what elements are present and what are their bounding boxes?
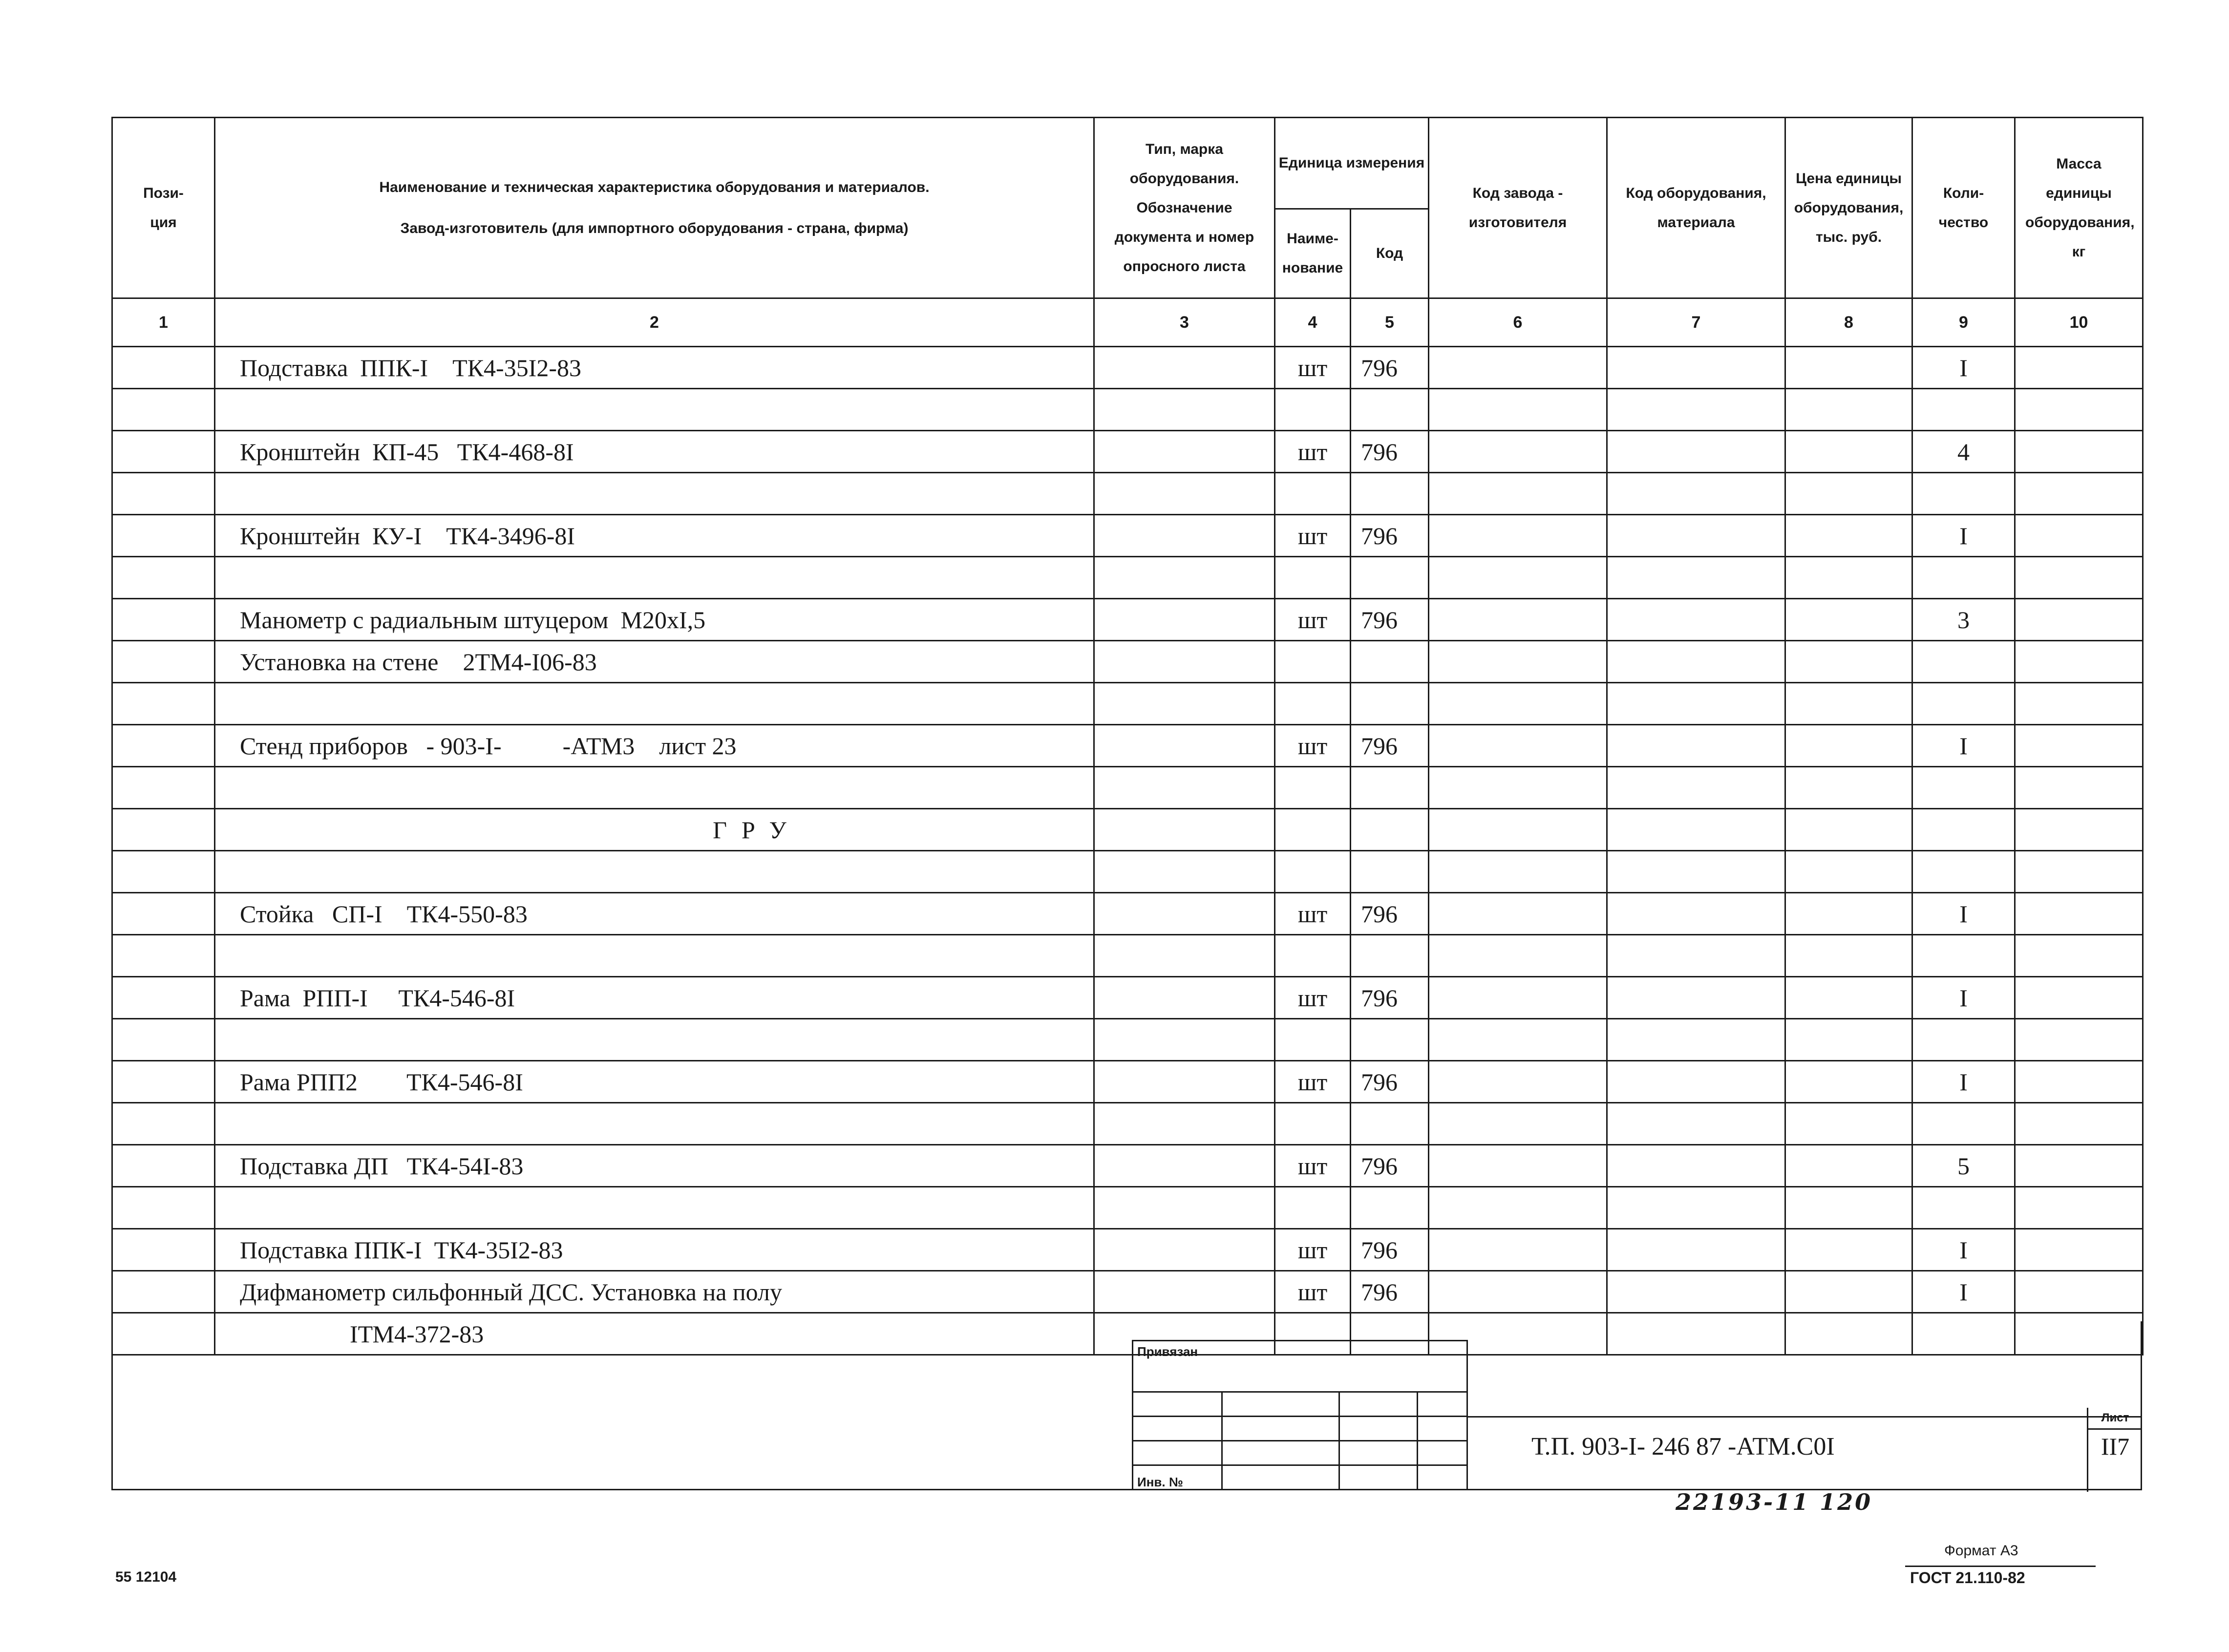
cell-type xyxy=(1094,557,1275,599)
cell-unit: шт xyxy=(1275,893,1351,935)
cell-eqcode xyxy=(1607,767,1785,809)
sheet-number: II7 xyxy=(2101,1433,2130,1460)
cell-unit: шт xyxy=(1275,599,1351,641)
cell-pos xyxy=(112,851,215,893)
cell-type xyxy=(1094,431,1275,473)
cell-name xyxy=(215,767,1094,809)
cell-eqcode xyxy=(1607,1145,1785,1187)
cell-mass xyxy=(2015,1187,2143,1229)
cell-eqcode xyxy=(1607,641,1785,683)
cell-plant xyxy=(1429,851,1607,893)
column-number: 6 xyxy=(1429,298,1607,347)
cell-name xyxy=(215,389,1094,431)
cell-plant xyxy=(1429,1229,1607,1271)
cell-type xyxy=(1094,977,1275,1019)
cell-price xyxy=(1785,809,1912,851)
cell-plant xyxy=(1429,1271,1607,1313)
cell-qty xyxy=(1912,851,2015,893)
cell-pos xyxy=(112,557,215,599)
cell-qty xyxy=(1912,389,2015,431)
cell-code xyxy=(1351,1019,1429,1061)
cell-plant xyxy=(1429,893,1607,935)
cell-pos xyxy=(112,473,215,515)
cell-pos xyxy=(112,725,215,767)
cell-price xyxy=(1785,599,1912,641)
column-number: 7 xyxy=(1607,298,1785,347)
cell-price xyxy=(1785,977,1912,1019)
header-name-line2: Завод-изготовитель (для импортного оборудования - страна, фирма) xyxy=(400,220,909,236)
cell-type xyxy=(1094,1229,1275,1271)
cell-mass xyxy=(2015,1103,2143,1145)
cell-mass xyxy=(2015,1271,2143,1313)
cell-qty xyxy=(1912,1187,2015,1229)
cell-plant xyxy=(1429,641,1607,683)
cell-pos xyxy=(112,347,215,389)
cell-eqcode xyxy=(1607,1103,1785,1145)
header-price: Цена единицы оборудования, тыс. руб. xyxy=(1785,118,1912,298)
cell-plant xyxy=(1429,1145,1607,1187)
cell-price xyxy=(1785,515,1912,557)
cell-plant xyxy=(1429,1019,1607,1061)
column-number: 2 xyxy=(215,298,1094,347)
cell-plant xyxy=(1429,347,1607,389)
title-block xyxy=(1468,1411,2142,1492)
cell-mass xyxy=(2015,1229,2143,1271)
cell-mass xyxy=(2015,893,2143,935)
cell-unit xyxy=(1275,767,1351,809)
header-plant-code: Код завода - изготовителя xyxy=(1429,118,1607,298)
cell-mass xyxy=(2015,851,2143,893)
archive-code: 55 12104 xyxy=(115,1569,177,1585)
cell-qty: 5 xyxy=(1912,1145,2015,1187)
cell-mass xyxy=(2015,1061,2143,1103)
cell-eqcode xyxy=(1607,1271,1785,1313)
cell-pos xyxy=(112,767,215,809)
column-number: 1 xyxy=(112,298,215,347)
cell-unit: шт xyxy=(1275,977,1351,1019)
table-row xyxy=(112,1061,2143,1103)
cell-unit xyxy=(1275,389,1351,431)
cell-code: 796 xyxy=(1351,893,1429,935)
cell-qty: I xyxy=(1912,1271,2015,1313)
cell-mass xyxy=(2015,977,2143,1019)
cell-unit: шт xyxy=(1275,725,1351,767)
cell-code xyxy=(1351,1187,1429,1229)
cell-name: Рама РПП2 ТК4-546-8I xyxy=(215,1061,1094,1103)
table-row xyxy=(112,893,2143,935)
cell-name xyxy=(215,851,1094,893)
cell-pos xyxy=(112,1103,215,1145)
cell-type xyxy=(1094,347,1275,389)
inventory-number-label: Инв. № xyxy=(1137,1475,1183,1489)
cell-eqcode xyxy=(1607,599,1785,641)
table-row xyxy=(112,1229,2143,1271)
cell-plant xyxy=(1429,725,1607,767)
cell-mass xyxy=(2015,767,2143,809)
cell-type xyxy=(1094,641,1275,683)
cell-qty xyxy=(1912,683,2015,725)
cell-name xyxy=(215,1019,1094,1061)
cell-code: 796 xyxy=(1351,515,1429,557)
cell-type xyxy=(1094,1061,1275,1103)
cell-qty: 3 xyxy=(1912,599,2015,641)
cell-pos xyxy=(112,1061,215,1103)
cell-eqcode xyxy=(1607,935,1785,977)
cell-pos xyxy=(112,1229,215,1271)
cell-pos xyxy=(112,431,215,473)
cell-type xyxy=(1094,1103,1275,1145)
column-number: 10 xyxy=(2015,298,2143,347)
table-row xyxy=(112,347,2143,389)
cell-code: 796 xyxy=(1351,1145,1429,1187)
cell-price xyxy=(1785,1271,1912,1313)
cell-pos xyxy=(112,1271,215,1313)
cell-type xyxy=(1094,1019,1275,1061)
cell-pos xyxy=(112,809,215,851)
cell-code: 796 xyxy=(1351,1061,1429,1103)
document-code: Т.П. 903-I- 246 87 -АТМ.С0I xyxy=(1531,1433,1835,1461)
cell-code: 796 xyxy=(1351,599,1429,641)
table-row xyxy=(112,389,2143,431)
cell-code: 796 xyxy=(1351,1229,1429,1271)
cell-pos xyxy=(112,1145,215,1187)
cell-price xyxy=(1785,473,1912,515)
cell-pos xyxy=(112,1187,215,1229)
cell-code: 796 xyxy=(1351,347,1429,389)
cell-qty: I xyxy=(1912,893,2015,935)
cell-code xyxy=(1351,683,1429,725)
cell-unit xyxy=(1275,683,1351,725)
table-row xyxy=(112,1103,2143,1145)
cell-price xyxy=(1785,725,1912,767)
cell-price xyxy=(1785,893,1912,935)
table-row xyxy=(112,431,2143,473)
cell-name xyxy=(215,1103,1094,1145)
cell-name: Стойка СП-I ТК4-550-83 xyxy=(215,893,1094,935)
cell-mass xyxy=(2015,1019,2143,1061)
cell-price xyxy=(1785,431,1912,473)
cell-name: Кронштейн КУ-I ТК4-3496-8I xyxy=(215,515,1094,557)
cell-plant xyxy=(1429,683,1607,725)
cell-type xyxy=(1094,599,1275,641)
cell-type xyxy=(1094,515,1275,557)
header-equipment-code: Код оборудования, материала xyxy=(1607,118,1785,298)
sheet-box xyxy=(2087,1408,2142,1492)
cell-code xyxy=(1351,641,1429,683)
cell-pos xyxy=(112,935,215,977)
cell-name: IТМ4-372-83 xyxy=(215,1313,1094,1355)
cell-type xyxy=(1094,851,1275,893)
cell-name xyxy=(215,935,1094,977)
cell-unit xyxy=(1275,473,1351,515)
cell-mass xyxy=(2015,431,2143,473)
cell-price xyxy=(1785,935,1912,977)
cell-unit xyxy=(1275,557,1351,599)
cell-mass xyxy=(2015,347,2143,389)
cell-plant xyxy=(1429,557,1607,599)
cell-price xyxy=(1785,1145,1912,1187)
cell-mass xyxy=(2015,683,2143,725)
cell-name: Манометр с радиальным штуцером М20хI,5 xyxy=(215,599,1094,641)
cell-mass xyxy=(2015,389,2143,431)
cell-qty xyxy=(1912,557,2015,599)
paper-format: Формат А3 xyxy=(1944,1543,2018,1559)
cell-qty xyxy=(1912,809,2015,851)
header-unit-name: Наиме-нование xyxy=(1275,209,1351,298)
cell-code xyxy=(1351,935,1429,977)
header-position: Пози- ция xyxy=(112,118,215,298)
cell-price xyxy=(1785,851,1912,893)
cell-qty: I xyxy=(1912,347,2015,389)
cell-name xyxy=(215,557,1094,599)
footer-rule xyxy=(1905,1566,2096,1567)
cell-pos xyxy=(112,641,215,683)
cell-name: ГРУ xyxy=(215,809,1094,851)
cell-qty: I xyxy=(1912,515,2015,557)
cell-mass xyxy=(2015,1145,2143,1187)
cell-unit: шт xyxy=(1275,1271,1351,1313)
cell-type xyxy=(1094,473,1275,515)
cell-qty xyxy=(1912,473,2015,515)
column-numbers-row xyxy=(112,298,2143,347)
cell-unit xyxy=(1275,641,1351,683)
cell-code: 796 xyxy=(1351,1271,1429,1313)
cell-name: Дифманометр сильфонный ДСС. Установка на полу xyxy=(215,1271,1094,1313)
cell-unit xyxy=(1275,851,1351,893)
cell-eqcode xyxy=(1607,851,1785,893)
table-row xyxy=(112,977,2143,1019)
cell-name xyxy=(215,683,1094,725)
cell-qty: I xyxy=(1912,1061,2015,1103)
cell-qty xyxy=(1912,935,2015,977)
cell-price xyxy=(1785,1187,1912,1229)
spec-sheet xyxy=(111,117,2142,1490)
cell-name: Подставка ППК-I ТК4-35I2-83 xyxy=(215,1229,1094,1271)
table-row xyxy=(112,473,2143,515)
cell-eqcode xyxy=(1607,1019,1785,1061)
table-row xyxy=(112,725,2143,767)
table-row xyxy=(112,515,2143,557)
cell-plant xyxy=(1429,977,1607,1019)
cell-mass xyxy=(2015,557,2143,599)
header-unit: Единица измерения xyxy=(1275,118,1429,209)
header-quantity: Коли-чество xyxy=(1912,118,2015,298)
header-type: Тип, марка оборудования. Обозначение документа и номер опросного листа xyxy=(1094,118,1275,298)
cell-price xyxy=(1785,1019,1912,1061)
column-number: 5 xyxy=(1351,298,1429,347)
table-row xyxy=(112,767,2143,809)
cell-type xyxy=(1094,893,1275,935)
cell-price xyxy=(1785,683,1912,725)
cell-mass xyxy=(2015,641,2143,683)
gost-standard: ГОСТ 21.110-82 xyxy=(1910,1569,2025,1587)
cell-name: Установка на стене 2ТМ4-I06-83 xyxy=(215,641,1094,683)
cell-name: Рама РПП-I ТК4-546-8I xyxy=(215,977,1094,1019)
cell-unit xyxy=(1275,809,1351,851)
header-name xyxy=(215,118,1094,298)
column-number: 4 xyxy=(1275,298,1351,347)
cell-price xyxy=(1785,557,1912,599)
cell-type xyxy=(1094,1271,1275,1313)
cell-plant xyxy=(1429,473,1607,515)
column-number: 3 xyxy=(1094,298,1275,347)
cell-qty: 4 xyxy=(1912,431,2015,473)
table-body xyxy=(112,347,2143,1355)
specification-table xyxy=(111,117,2144,1355)
cell-name: Кронштейн КП-45 ТК4-468-8I xyxy=(215,431,1094,473)
cell-price xyxy=(1785,767,1912,809)
cell-plant xyxy=(1429,599,1607,641)
cell-unit: шт xyxy=(1275,1229,1351,1271)
cell-eqcode xyxy=(1607,431,1785,473)
cell-qty xyxy=(1912,641,2015,683)
cell-mass xyxy=(2015,725,2143,767)
cell-mass xyxy=(2015,935,2143,977)
cell-plant xyxy=(1429,809,1607,851)
cell-price xyxy=(1785,389,1912,431)
cell-code xyxy=(1351,389,1429,431)
cell-pos xyxy=(112,515,215,557)
cell-plant xyxy=(1429,935,1607,977)
cell-unit xyxy=(1275,1187,1351,1229)
cell-type xyxy=(1094,767,1275,809)
cell-plant xyxy=(1429,389,1607,431)
table-row xyxy=(112,1187,2143,1229)
cell-price xyxy=(1785,1061,1912,1103)
cell-eqcode xyxy=(1607,515,1785,557)
cell-eqcode xyxy=(1607,893,1785,935)
cell-eqcode xyxy=(1607,1229,1785,1271)
cell-pos xyxy=(112,389,215,431)
cell-eqcode xyxy=(1607,1061,1785,1103)
table-row xyxy=(112,935,2143,977)
cell-type xyxy=(1094,1145,1275,1187)
cell-code xyxy=(1351,809,1429,851)
cell-mass xyxy=(2015,515,2143,557)
cell-mass xyxy=(2015,809,2143,851)
cell-code: 796 xyxy=(1351,977,1429,1019)
cell-qty xyxy=(1912,1019,2015,1061)
cell-price xyxy=(1785,1229,1912,1271)
cell-mass xyxy=(2015,473,2143,515)
cell-price xyxy=(1785,641,1912,683)
cell-code xyxy=(1351,851,1429,893)
cell-qty: I xyxy=(1912,977,2015,1019)
table-row xyxy=(112,599,2143,641)
cell-code: 796 xyxy=(1351,725,1429,767)
table-row xyxy=(112,1271,2143,1313)
header-name-line1: Наименование и техническая характеристика оборудования и материалов. xyxy=(379,179,930,195)
cell-qty: I xyxy=(1912,1229,2015,1271)
cell-name xyxy=(215,1187,1094,1229)
table-row xyxy=(112,641,2143,683)
cell-plant xyxy=(1429,515,1607,557)
sheet-label: Лист xyxy=(2088,1408,2142,1430)
cell-plant xyxy=(1429,431,1607,473)
cell-unit: шт xyxy=(1275,431,1351,473)
cell-qty xyxy=(1912,767,2015,809)
cell-mass xyxy=(2015,599,2143,641)
cell-pos xyxy=(112,599,215,641)
table-row xyxy=(112,683,2143,725)
cell-unit: шт xyxy=(1275,515,1351,557)
table-row xyxy=(112,1145,2143,1187)
cell-name: Подставка ДП ТК4-54I-83 xyxy=(215,1145,1094,1187)
cell-eqcode xyxy=(1607,809,1785,851)
cell-unit xyxy=(1275,935,1351,977)
cell-code xyxy=(1351,767,1429,809)
cell-price xyxy=(1785,1103,1912,1145)
cell-unit: шт xyxy=(1275,1061,1351,1103)
cell-plant xyxy=(1429,767,1607,809)
cell-type xyxy=(1094,935,1275,977)
cell-plant xyxy=(1429,1187,1607,1229)
cell-name: Стенд приборов - 903-I- -АТМ3 лист 23 xyxy=(215,725,1094,767)
cell-eqcode xyxy=(1607,347,1785,389)
header-unit-code: Код xyxy=(1351,209,1429,298)
cell-unit xyxy=(1275,1019,1351,1061)
column-number: 8 xyxy=(1785,298,1912,347)
column-number: 9 xyxy=(1912,298,2015,347)
cell-qty: I xyxy=(1912,725,2015,767)
cell-eqcode xyxy=(1607,557,1785,599)
cell-eqcode xyxy=(1607,389,1785,431)
cell-price xyxy=(1785,347,1912,389)
cell-type xyxy=(1094,809,1275,851)
cell-eqcode xyxy=(1607,977,1785,1019)
cell-type xyxy=(1094,683,1275,725)
cell-qty xyxy=(1912,1103,2015,1145)
stamp-title: Привязан xyxy=(1137,1344,1198,1359)
cell-pos xyxy=(112,683,215,725)
table-row xyxy=(112,809,2143,851)
table-row xyxy=(112,557,2143,599)
header-mass: Масса единицы оборудования, кг xyxy=(2015,118,2143,298)
cell-code: 796 xyxy=(1351,431,1429,473)
cell-eqcode xyxy=(1607,1187,1785,1229)
cell-pos xyxy=(112,893,215,935)
cell-unit: шт xyxy=(1275,347,1351,389)
table-row xyxy=(112,851,2143,893)
cell-name xyxy=(215,473,1094,515)
cell-eqcode xyxy=(1607,683,1785,725)
cell-pos xyxy=(112,1019,215,1061)
approval-stamp xyxy=(1132,1340,1468,1490)
cell-unit xyxy=(1275,1103,1351,1145)
cell-pos xyxy=(112,977,215,1019)
cell-type xyxy=(1094,725,1275,767)
cell-eqcode xyxy=(1607,473,1785,515)
cell-name: Подставка ППК-I ТК4-35I2-83 xyxy=(215,347,1094,389)
cell-plant xyxy=(1429,1061,1607,1103)
table-row xyxy=(112,1019,2143,1061)
cell-eqcode xyxy=(1607,725,1785,767)
cell-type xyxy=(1094,389,1275,431)
cell-type xyxy=(1094,1187,1275,1229)
cell-plant xyxy=(1429,1103,1607,1145)
cell-code xyxy=(1351,1103,1429,1145)
cell-code xyxy=(1351,557,1429,599)
handwritten-note: 22193-11 120 xyxy=(1676,1489,1873,1515)
cell-unit: шт xyxy=(1275,1145,1351,1187)
cell-code xyxy=(1351,473,1429,515)
